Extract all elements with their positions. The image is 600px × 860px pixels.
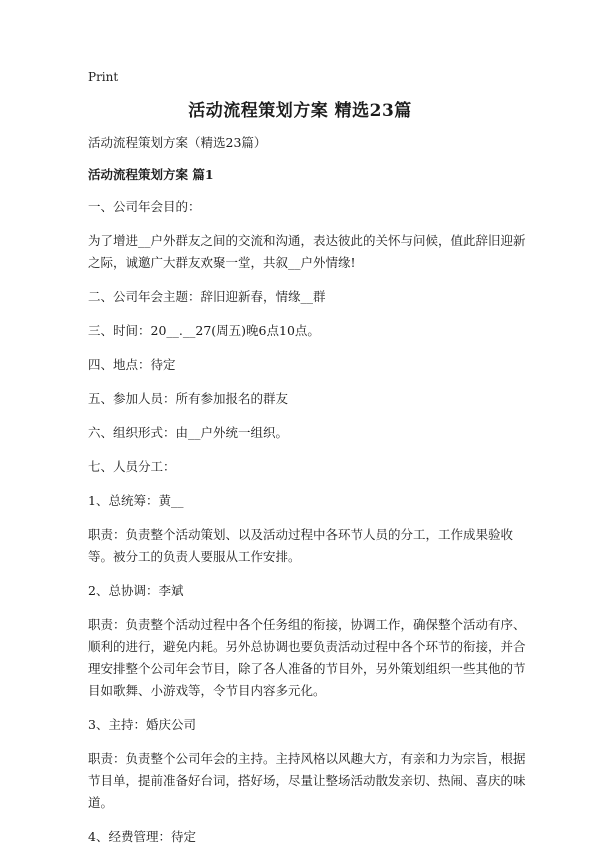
paragraph: 2、总协调：李斌 <box>88 583 184 598</box>
paragraph: 二、公司年会主题：辞旧迎新春，情缘__群 <box>88 289 326 304</box>
paragraph: 七、人员分工： <box>88 459 176 474</box>
document-title: 活动流程策划方案 精选23篇 <box>188 101 412 121</box>
paragraph: 为了增进__户外群友之间的交流和沟通，表达彼此的关怀与问候，值此辞旧迎新之际，诚邀广大群友欢聚一堂，共叙__户外情缘! <box>88 233 526 270</box>
paragraph: 4、经费管理：待定 <box>88 829 196 844</box>
section-heading: 活动流程策划方案 篇1 <box>88 167 214 182</box>
paragraph: 五、参加人员：所有参加报名的群友 <box>88 391 289 406</box>
print-label[interactable]: Print <box>88 70 119 84</box>
document-body <box>88 132 526 860</box>
paragraph: 三、时间：20__.__27(周五)晚6点10点。 <box>88 323 320 338</box>
paragraph: 一、公司年会目的： <box>88 199 201 214</box>
paragraph: 1、总统筹：黄__ <box>88 493 184 508</box>
paragraph: 四、地点：待定 <box>88 357 176 372</box>
paragraph: 职责：负责整个公司年会的主持。主持风格以风趣大方，有亲和力为宗旨，根据节目单，提前准备好台词，搭好场，尽量让整场活动散发亲切、热闹、喜庆的味道。 <box>88 751 526 810</box>
paragraph: 职责：负责整个活动策划、以及活动过程中各环节人员的分工，工作成果验收等。被分工的负责人要服从工作安排。 <box>88 527 514 564</box>
paragraph: 3、主持：婚庆公司 <box>88 717 196 732</box>
paragraph: 职责：负责整个活动过程中各个任务组的衔接，协调工作，确保整个活动有序、顺利的进行，避免内耗。另外总协调也要负责活动过程中各个环节的衔接，并合理安排整个公司年会节目，除了各人准备的节目外，另外策划组织一些其他的节目如歌舞、小游戏等，令节目内容多元化。 <box>88 617 526 698</box>
document-subtitle: 活动流程策划方案（精选23篇） <box>88 135 267 150</box>
paragraph: 六、组织形式：由__户外统一组织。 <box>88 425 289 440</box>
